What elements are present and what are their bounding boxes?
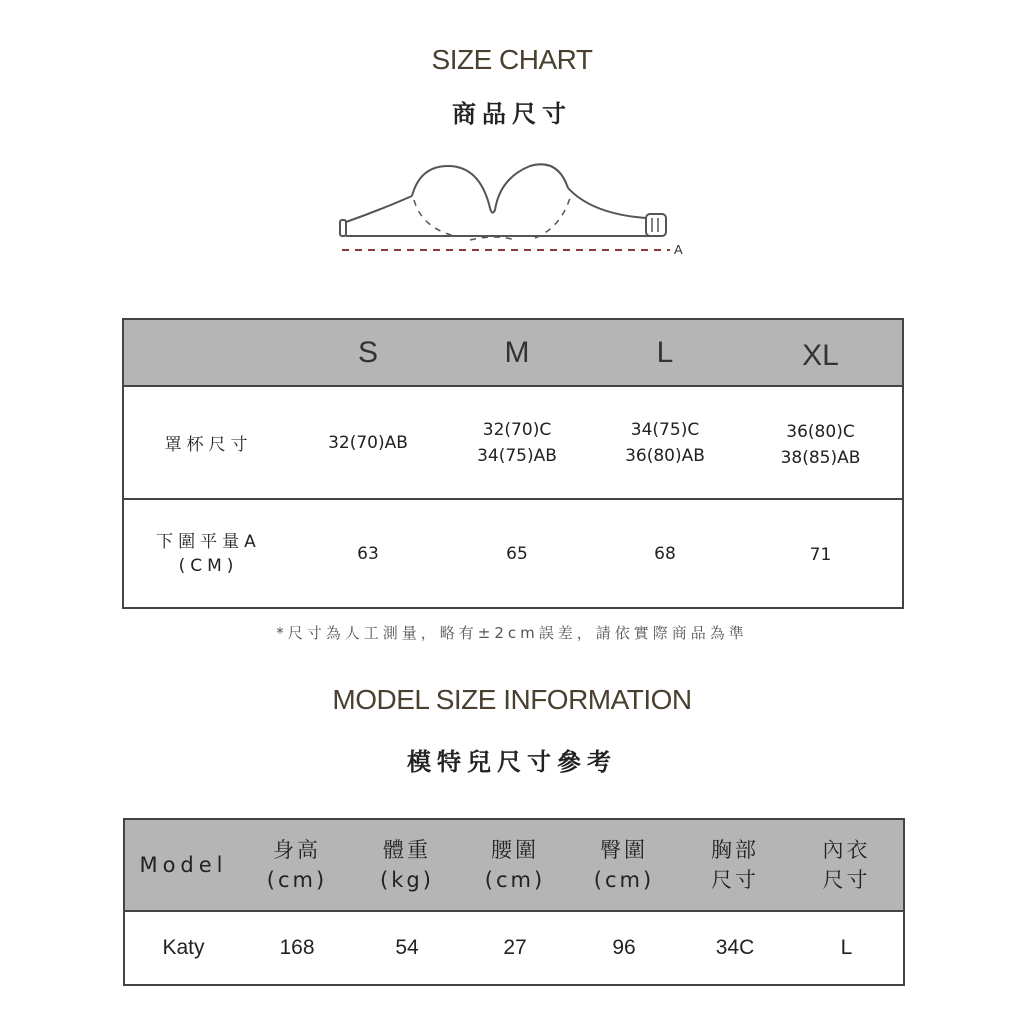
model-waist: 27 xyxy=(462,911,568,985)
model-bust: 34C xyxy=(680,911,790,985)
diagram-marker-label: A xyxy=(674,242,683,257)
size-header-l: L xyxy=(591,319,739,386)
model-header-hip-line1: 臀圍 xyxy=(600,838,648,862)
model-info-title: MODEL SIZE INFORMATION xyxy=(332,684,692,715)
underbust-row xyxy=(123,499,903,608)
cup-size-l xyxy=(591,386,739,499)
cup-size-s xyxy=(293,386,443,499)
bra-diagram-illustration xyxy=(330,158,700,258)
model-header-bra-line2: 尺寸 xyxy=(822,868,871,892)
cup-size-xl-line1: 36(80)C xyxy=(786,422,855,442)
underbust-label-line1: 下圍平量A xyxy=(156,531,261,552)
model-name: Katy xyxy=(124,911,242,985)
cup-size-s-line1: 32(70)AB xyxy=(328,432,408,453)
size-chart-subtitle: 商品尺寸 xyxy=(452,100,572,128)
empty-header-cell xyxy=(123,319,293,386)
cup-size-m-line2: 34(75)AB xyxy=(477,445,557,466)
model-header-bust xyxy=(680,819,790,911)
size-header-xl: XL xyxy=(739,319,903,386)
cup-size-l-line1: 34(75)C xyxy=(630,419,700,440)
model-header-hip xyxy=(568,819,680,911)
underbust-s: 63 xyxy=(293,499,443,608)
model-header-weight-line2: (kg) xyxy=(380,868,434,892)
cup-size-m-line1: 32(70)C xyxy=(482,419,552,440)
model-header-bra-line1: 內衣 xyxy=(822,838,871,862)
size-chart-title: SIZE CHART xyxy=(431,44,593,75)
underbust-xl: 71 xyxy=(739,499,903,608)
model-header-weight-line1: 體重 xyxy=(383,838,431,862)
model-header-waist-line1: 腰圍 xyxy=(491,838,539,862)
model-header-height-line2: (cm) xyxy=(266,868,328,892)
size-chart-table xyxy=(122,318,904,609)
cup-size-m xyxy=(443,386,591,499)
cup-size-label: 罩杯尺寸 xyxy=(123,386,293,499)
cup-size-xl-line2: 38(85)AB xyxy=(780,448,861,468)
size-header-row xyxy=(123,319,903,386)
model-header-hip-line2: (cm) xyxy=(593,868,655,892)
model-bra-size: L xyxy=(790,911,904,985)
model-header-height xyxy=(242,819,352,911)
cup-size-row xyxy=(123,386,903,499)
model-data-row xyxy=(124,911,904,985)
model-header-bra xyxy=(790,819,904,911)
model-header-model: Model xyxy=(124,819,242,911)
size-header-m: M xyxy=(443,319,591,386)
underbust-label xyxy=(123,499,293,608)
underbust-l: 68 xyxy=(591,499,739,608)
underbust-label-line2: (CM) xyxy=(178,555,239,576)
model-height: 168 xyxy=(242,911,352,985)
model-info-table xyxy=(123,818,905,986)
cup-size-l-line2: 36(80)AB xyxy=(625,445,705,466)
model-hip: 96 xyxy=(568,911,680,985)
model-weight: 54 xyxy=(352,911,462,985)
model-info-subtitle: 模特兒尺寸參考 xyxy=(407,748,617,776)
model-header-height-line1: 身高 xyxy=(273,838,321,862)
size-header-s: S xyxy=(293,319,443,386)
model-header-bust-line2: 尺寸 xyxy=(711,868,759,892)
measurement-note: *尺寸為人工測量，略有±2cm誤差，請依實際商品為準 xyxy=(276,624,748,642)
model-header-waist xyxy=(462,819,568,911)
cup-size-xl xyxy=(739,386,903,499)
model-header-bust-line1: 胸部 xyxy=(711,838,759,862)
model-header-waist-line2: (cm) xyxy=(484,868,546,892)
model-header-row xyxy=(124,819,904,911)
model-header-weight xyxy=(352,819,462,911)
underbust-m: 65 xyxy=(443,499,591,608)
